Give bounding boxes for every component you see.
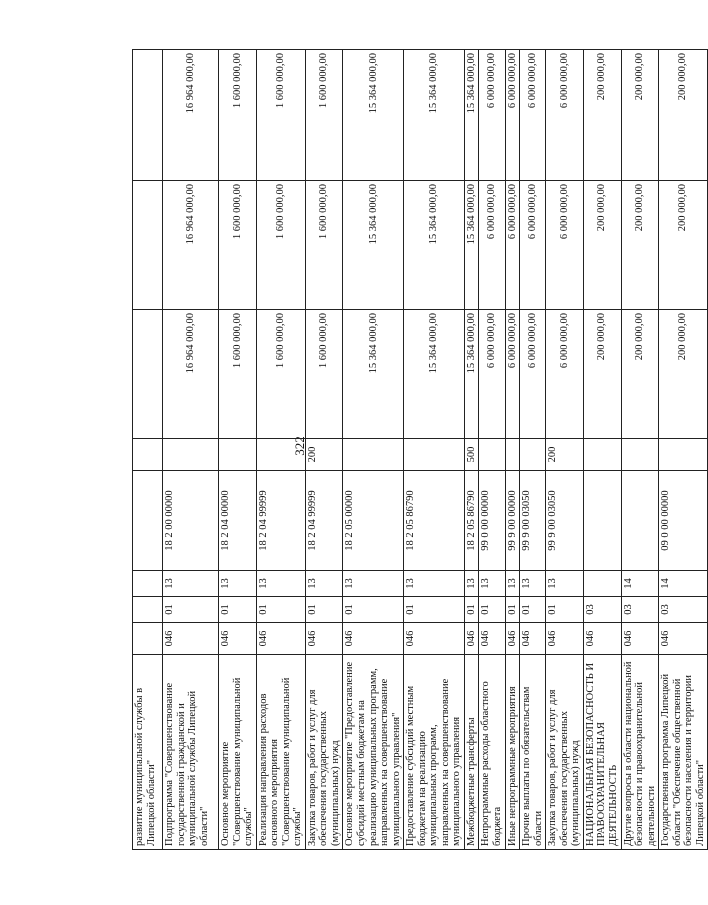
- row-name: Непрограммные расходы областного бюджета: [479, 655, 505, 850]
- amount-1: 200 000,00: [621, 310, 659, 439]
- subsection-code: 13: [404, 571, 465, 597]
- section-code: 03: [583, 597, 621, 623]
- amount-3: 15 364 000,00: [404, 50, 465, 181]
- budget-table: [132, 49, 708, 850]
- amount-1: 15 364 000,00: [404, 310, 465, 439]
- amount-1: [133, 310, 163, 439]
- amount-3: 15 364 000,00: [343, 50, 404, 181]
- table-row: [343, 50, 404, 850]
- amount-1: 6 000 000,00: [479, 310, 505, 439]
- target-article-code: 18 2 04 99999: [256, 471, 305, 571]
- amount-2: 6 000 000,00: [520, 181, 546, 310]
- section-code: 01: [479, 597, 505, 623]
- amount-3: 1 600 000,00: [256, 50, 305, 181]
- row-name: Другие вопросы в области национальной безопасности и правоохранительной деятельности: [621, 655, 659, 850]
- section-code: 01: [305, 597, 343, 623]
- expense-type-code: 200: [305, 439, 343, 471]
- amount-3: 6 000 000,00: [479, 50, 505, 181]
- page-number: 322: [292, 436, 307, 456]
- row-name: развитие муниципальной службы в Липецкой области": [133, 655, 163, 850]
- admin-code: 046: [404, 623, 465, 655]
- subsection-code: 13: [305, 571, 343, 597]
- target-article-code: 09 0 00 00000: [659, 471, 708, 571]
- subsection-code: 14: [621, 571, 659, 597]
- amount-1: 1 600 000,00: [256, 310, 305, 439]
- amount-3: 200 000,00: [659, 50, 708, 181]
- expense-type-code: 200: [546, 439, 584, 471]
- amount-1: 1 600 000,00: [305, 310, 343, 439]
- target-article-code: 99 9 00 03050: [546, 471, 584, 571]
- amount-3: 200 000,00: [583, 50, 621, 181]
- table-row: [520, 50, 546, 850]
- subsection-code: 14: [659, 571, 708, 597]
- subsection-code: 13: [479, 571, 505, 597]
- table-row: [621, 50, 659, 850]
- section-code: 03: [621, 597, 659, 623]
- amount-3: 16 964 000,00: [163, 50, 219, 181]
- admin-code: 046: [659, 623, 708, 655]
- admin-code: 046: [621, 623, 659, 655]
- amount-1: 15 364 000,00: [464, 310, 479, 439]
- section-code: 03: [659, 597, 708, 623]
- section-code: 01: [343, 597, 404, 623]
- admin-code: 046: [256, 623, 305, 655]
- admin-code: 046: [343, 623, 404, 655]
- amount-3: 15 364 000,00: [464, 50, 479, 181]
- subsection-code: 13: [520, 571, 546, 597]
- amount-2: 200 000,00: [621, 181, 659, 310]
- row-name: Иные непрограммные мероприятия: [505, 655, 520, 850]
- row-name: Закупка товаров, работ и услуг для обеспечения государственных (муниципальных) нужд: [546, 655, 584, 850]
- table-row: [219, 50, 257, 850]
- subsection-code: 13: [219, 571, 257, 597]
- amount-3: 200 000,00: [621, 50, 659, 181]
- row-name: Межбюджетные трансферты: [464, 655, 479, 850]
- expense-type-code: [343, 439, 404, 471]
- admin-code: [133, 623, 163, 655]
- target-article-code: [583, 471, 621, 571]
- amount-3: 1 600 000,00: [219, 50, 257, 181]
- expense-type-code: [583, 439, 621, 471]
- subsection-code: 13: [546, 571, 584, 597]
- section-code: 01: [256, 597, 305, 623]
- subsection-code: 13: [464, 571, 479, 597]
- admin-code: 046: [583, 623, 621, 655]
- section-code: 01: [520, 597, 546, 623]
- amount-2: 15 364 000,00: [464, 181, 479, 310]
- row-name: Государственная программа Липецкой области "Обеспечение общественной безопасности населения и территории Липецкой области": [659, 655, 708, 850]
- amount-2: [133, 181, 163, 310]
- target-article-code: 18 2 05 00000: [343, 471, 404, 571]
- section-code: 01: [546, 597, 584, 623]
- amount-3: [133, 50, 163, 181]
- admin-code: 046: [546, 623, 584, 655]
- amount-1: 16 964 000,00: [163, 310, 219, 439]
- section-code: [133, 597, 163, 623]
- target-article-code: 18 2 05 86790: [404, 471, 465, 571]
- amount-2: 1 600 000,00: [305, 181, 343, 310]
- admin-code: 046: [163, 623, 219, 655]
- amount-3: 1 600 000,00: [305, 50, 343, 181]
- amount-3: 6 000 000,00: [520, 50, 546, 181]
- amount-1: 15 364 000,00: [343, 310, 404, 439]
- table-row: [404, 50, 465, 850]
- table-row: [479, 50, 505, 850]
- table-row: [546, 50, 584, 850]
- expense-type-code: [505, 439, 520, 471]
- table-row: [133, 50, 163, 850]
- admin-code: 046: [464, 623, 479, 655]
- target-article-code: 99 9 00 03050: [520, 471, 546, 571]
- row-name: Основное мероприятие "Совершенствование муниципальной службы": [219, 655, 257, 850]
- subsection-code: [133, 571, 163, 597]
- admin-code: 046: [219, 623, 257, 655]
- expense-type-code: [133, 439, 163, 471]
- amount-2: 1 600 000,00: [219, 181, 257, 310]
- amount-2: 200 000,00: [659, 181, 708, 310]
- amount-2: 15 364 000,00: [404, 181, 465, 310]
- table-row: [163, 50, 219, 850]
- table-row: [256, 50, 305, 850]
- table-row: [505, 50, 520, 850]
- amount-2: 1 600 000,00: [256, 181, 305, 310]
- expense-type-code: [520, 439, 546, 471]
- row-name: Закупка товаров, работ и услуг для обеспечения государственных (муниципальных) нужд: [305, 655, 343, 850]
- section-code: 01: [404, 597, 465, 623]
- expense-type-code: [219, 439, 257, 471]
- amount-1: 6 000 000,00: [505, 310, 520, 439]
- target-article-code: 99 0 00 00000: [479, 471, 505, 571]
- target-article-code: 18 2 04 00000: [219, 471, 257, 571]
- admin-code: 046: [305, 623, 343, 655]
- table-row: [305, 50, 343, 850]
- amount-2: 200 000,00: [583, 181, 621, 310]
- section-code: 01: [163, 597, 219, 623]
- amount-1: 6 000 000,00: [546, 310, 584, 439]
- row-name: Подпрограмма "Совершенствование государственной гражданской и муниципальной службы Липецкой области": [163, 655, 219, 850]
- target-article-code: 18 2 00 00000: [163, 471, 219, 571]
- amount-3: 6 000 000,00: [505, 50, 520, 181]
- admin-code: 046: [520, 623, 546, 655]
- target-article-code: [621, 471, 659, 571]
- table-row: [583, 50, 621, 850]
- table-body: [133, 50, 708, 850]
- row-name: Основное мероприятие "Предоставление субсидий местным бюджетам на реализацию муниципальных программ, направленных на совершенствование муниципального управления": [343, 655, 404, 850]
- subsection-code: 13: [505, 571, 520, 597]
- amount-1: 6 000 000,00: [520, 310, 546, 439]
- target-article-code: 18 2 05 86790: [464, 471, 479, 571]
- table-row: [464, 50, 479, 850]
- subsection-code: 13: [256, 571, 305, 597]
- subsection-code: [583, 571, 621, 597]
- target-article-code: 99 9 00 00000: [505, 471, 520, 571]
- amount-2: 6 000 000,00: [479, 181, 505, 310]
- admin-code: 046: [479, 623, 505, 655]
- target-article-code: 18 2 04 99999: [305, 471, 343, 571]
- expense-type-code: 500: [464, 439, 479, 471]
- amount-3: 6 000 000,00: [546, 50, 584, 181]
- subsection-code: 13: [343, 571, 404, 597]
- amount-2: 16 964 000,00: [163, 181, 219, 310]
- row-name: Предоставление субсидий местным бюджетам на реализацию муниципальных программ, направленных на совершенствование муниципального управления: [404, 655, 465, 850]
- expense-type-code: [163, 439, 219, 471]
- section-code: 01: [219, 597, 257, 623]
- expense-type-code: [256, 439, 305, 471]
- expense-type-code: [404, 439, 465, 471]
- row-name: Реализация направления расходов основного мероприятия "Совершенствование муниципальной службы": [256, 655, 305, 850]
- section-code: 01: [505, 597, 520, 623]
- expense-type-code: [659, 439, 708, 471]
- row-name: Прочие выплаты по обязательствам области: [520, 655, 546, 850]
- amount-2: 6 000 000,00: [505, 181, 520, 310]
- admin-code: 046: [505, 623, 520, 655]
- row-name: НАЦИОНАЛЬНАЯ БЕЗОПАСНОСТЬ И ПРАВООХРАНИТЕЛЬНАЯ ДЕЯТЕЛЬНОСТЬ: [583, 655, 621, 850]
- amount-1: 1 600 000,00: [219, 310, 257, 439]
- amount-2: 6 000 000,00: [546, 181, 584, 310]
- section-code: 01: [464, 597, 479, 623]
- expense-type-code: [621, 439, 659, 471]
- budget-table-container: [132, 50, 706, 850]
- amount-2: 15 364 000,00: [343, 181, 404, 310]
- target-article-code: [133, 471, 163, 571]
- amount-1: 200 000,00: [583, 310, 621, 439]
- subsection-code: 13: [163, 571, 219, 597]
- table-row: [659, 50, 708, 850]
- expense-type-code: [479, 439, 505, 471]
- amount-1: 200 000,00: [659, 310, 708, 439]
